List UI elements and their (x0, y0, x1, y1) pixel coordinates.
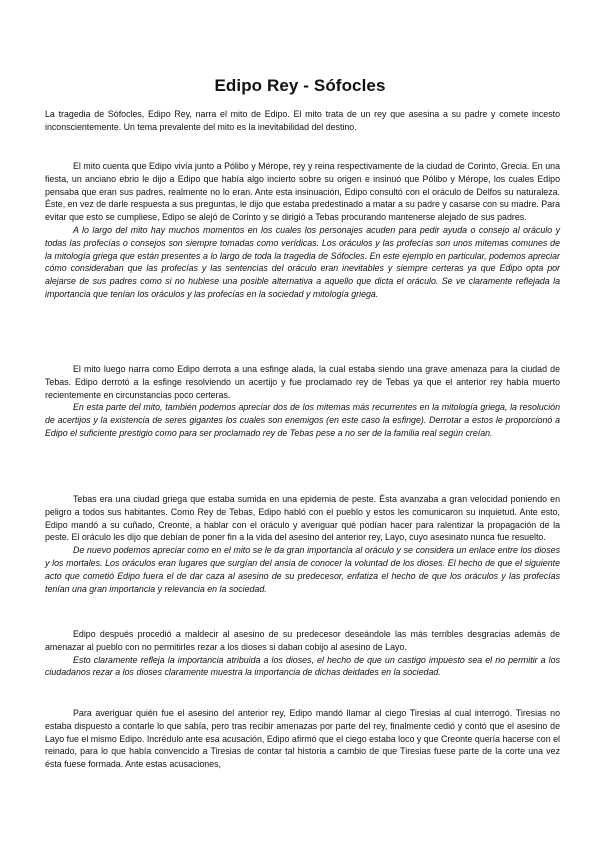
narrative-paragraph: Edipo después procedió a maldecir al asesino de su predecesor deseándole las más terribles desgracias además de amenazar al pueblo con no permitirles rezar a los dioses si daban cobijo al asesino de Layo. (45, 629, 560, 652)
section-sphinx (45, 363, 560, 440)
commentary-paragraph: En esta parte del mito, también podemos apreciar dos de los mitemas más recurrentes en la mitología griega, la resolución de acertijos y la existencia de seres gigantes los cuales son enemigos (en este caso la esfinge). Derrotar a estos le proporcionó a Edipo el suficiente prestigio como para ser proclamado rey de Tebas pese a no ser de la familia real según creían. (45, 402, 560, 438)
section-tiresias (45, 707, 560, 771)
narrative-paragraph: Tebas era una ciudad griega que estaba sumida en una epidemia de peste. Ésta avanzaba a gran velocidad poniendo en peligro a todos sus habitantes. Como Rey de Tebas, Edipo habló con el pueblo y estos les comunicaron su inquietud. Ante esto, Edipo mandó a su cuñado, Creonte, a hablar con el oráculo y averiguar qué podían hacer para ralentizar la propagación de la peste. El oráculo les dijo que debían de poner fin a la vida del asesino del anterior rey, Layo, cuyo asesinato nunca fue resuelto. (45, 494, 560, 543)
commentary-paragraph: De nuevo podemos apreciar como en el mito se le da gran importancia al oráculo y se considera un enlace entre los dioses y los mortales. Los oráculos eran lugares que surgían del ansia de conocer la voluntad de los dioses. El hecho de que el siguiente acto que cometió Edipo fuera el de dar caza al asesino de su predecesor, enfatiza el hecho de que los oráculos y las profecías tenían una gran importancia y relevancia en la sociedad. (45, 545, 560, 594)
narrative-paragraph: El mito luego narra como Edipo derrota a una esfinge alada, la cual estaba siendo una grave amenaza para la ciudad de Tebas. Edipo derrotó a la esfinge resolviendo un acertijo y fue proclamado rey de Tebas ya que el anterior rey había muerto recientemente en circunstancias poco certeras. (45, 364, 560, 400)
intro-paragraph: La tragedia de Sófocles, Edipo Rey, narra el mito de Edipo. El mito trata de un rey que asesina a su padre y comete incesto inconscientemente. Un tema prevalente del mito es la inevitabilidad del destino. (45, 109, 560, 132)
intro-block (45, 108, 560, 134)
commentary-paragraph: A lo largo del mito hay muchos momentos en los cuales los personajes acuden para pedir ayuda o consejo al oráculo y todas las profecías o consejos son siempre tomadas como verídicas. Los oráculos y las profecías son unos mitemas comunes de la mitología griega que están presentes a lo largo de toda la tragedia de Sófocles. En este ejemplo en particular, podemos apreciar cómo consideraban que las profecías y las sentencias del oráculo eran inevitables y siempre certeras ya que Edipo opta por alejarse de sus padres como si no hubiese una posible alternativa a aquello que dicta el oráculo. Se ve claramente reflejada la importancia que tenían los oráculos y las profecías en la sociedad y mitología griega. (45, 224, 560, 299)
section-plague (45, 493, 560, 595)
commentary-paragraph: Esto claramente refleja la importancia atribuida a los dioses, el hecho de que un castigo impuesto sea el no permitir a los ciudadanos rezar a los dioses claramente muestra la importancia de dichas deidades en la sociedad. (45, 654, 560, 678)
final-paragraph: Para averiguar quién fue el asesino del anterior rey, Edipo mandó llamar al ciego Tiresias al cual interrogó. Tiresias no estaba dispuesto a contarle lo que sabía, pero tras recibir amenazas por parte del rey, finalmente cedió y contó que el asesino de Layo fue el mismo Edipo. Incrédulo ante esa acusación, Edipo afirmó que el ciego estaba loco y que Creonte quería hacerse con el reinado, para lo que había convencido a Tiresias de contar tal historia a cambio de que Tiresias fuese parte de la corte una vez ésta fuese formada. Ante estas acusaciones, (45, 708, 560, 770)
document-title: Edipo Rey - Sófocles (214, 76, 386, 95)
section-curse (45, 628, 560, 679)
narrative-paragraph: El mito cuenta que Edipo vivía junto a Pólibo y Mérope, rey y reina respectivamente de la ciudad de Corinto, Grecia. En una fiesta, un anciano ebrio le dijo a Edipo que había algo incierto sobre su origen e insinuó que Pólibo y Mérope, los cuales Edipo pensaba que eran sus padres, realmente no lo eran. Ante esta insinuación, Edipo consultó con el oráculo de Delfos su naturaleza. Éste, en vez de darle respuesta a sus preguntas, le dijo que estaba predestinado a matar a su padre y casarse con su madre. Para evitar que esto se cumpliese, Edipo se alejó de Corinto y se dirigió a Tebas procurando mantenerse alejado de sus padres. (45, 161, 560, 223)
section-oracle (45, 160, 560, 301)
